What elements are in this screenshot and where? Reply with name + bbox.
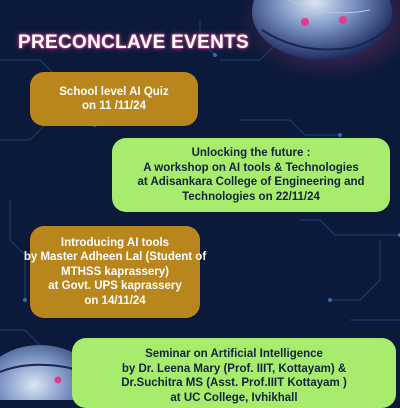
- event-card-workshop: [112, 138, 390, 212]
- event-line: Dr.Suchitra MS (Asst. Prof.IIIT Kottayam ): [121, 377, 347, 389]
- page-title: PRECONCLAVE EVENTS: [18, 32, 249, 53]
- event-line: MTHSS kaprassery): [60, 265, 170, 278]
- event-line: Technologies on 22/11/24: [182, 190, 320, 203]
- event-line: by Master Adheen Lal (Student of: [23, 251, 207, 264]
- event-line: at Govt. UPS kaprassery: [48, 280, 182, 293]
- event-line: Seminar on Artificial Intelligence: [145, 348, 323, 360]
- event-line: School level AI Quiz: [59, 85, 169, 98]
- event-line: at Adisankara College of Engineering and: [137, 176, 365, 188]
- event-card-seminar: [72, 338, 396, 408]
- event-line: Unlocking the future :: [191, 147, 311, 159]
- event-card-ai-quiz: [30, 72, 198, 126]
- event-line: by Dr. Leena Mary (Prof. IIIT, Kottayam) &: [121, 362, 347, 375]
- event-line: on 14/11/24: [84, 294, 146, 307]
- event-line: A workshop on AI tools & Technologies: [143, 161, 359, 174]
- event-card-introducing-ai-tools: [23, 226, 207, 318]
- event-line: Introducing AI tools: [60, 236, 170, 249]
- event-line: at UC College, Ivhikhall: [170, 391, 298, 404]
- event-line: on 11 /11/24: [82, 100, 146, 112]
